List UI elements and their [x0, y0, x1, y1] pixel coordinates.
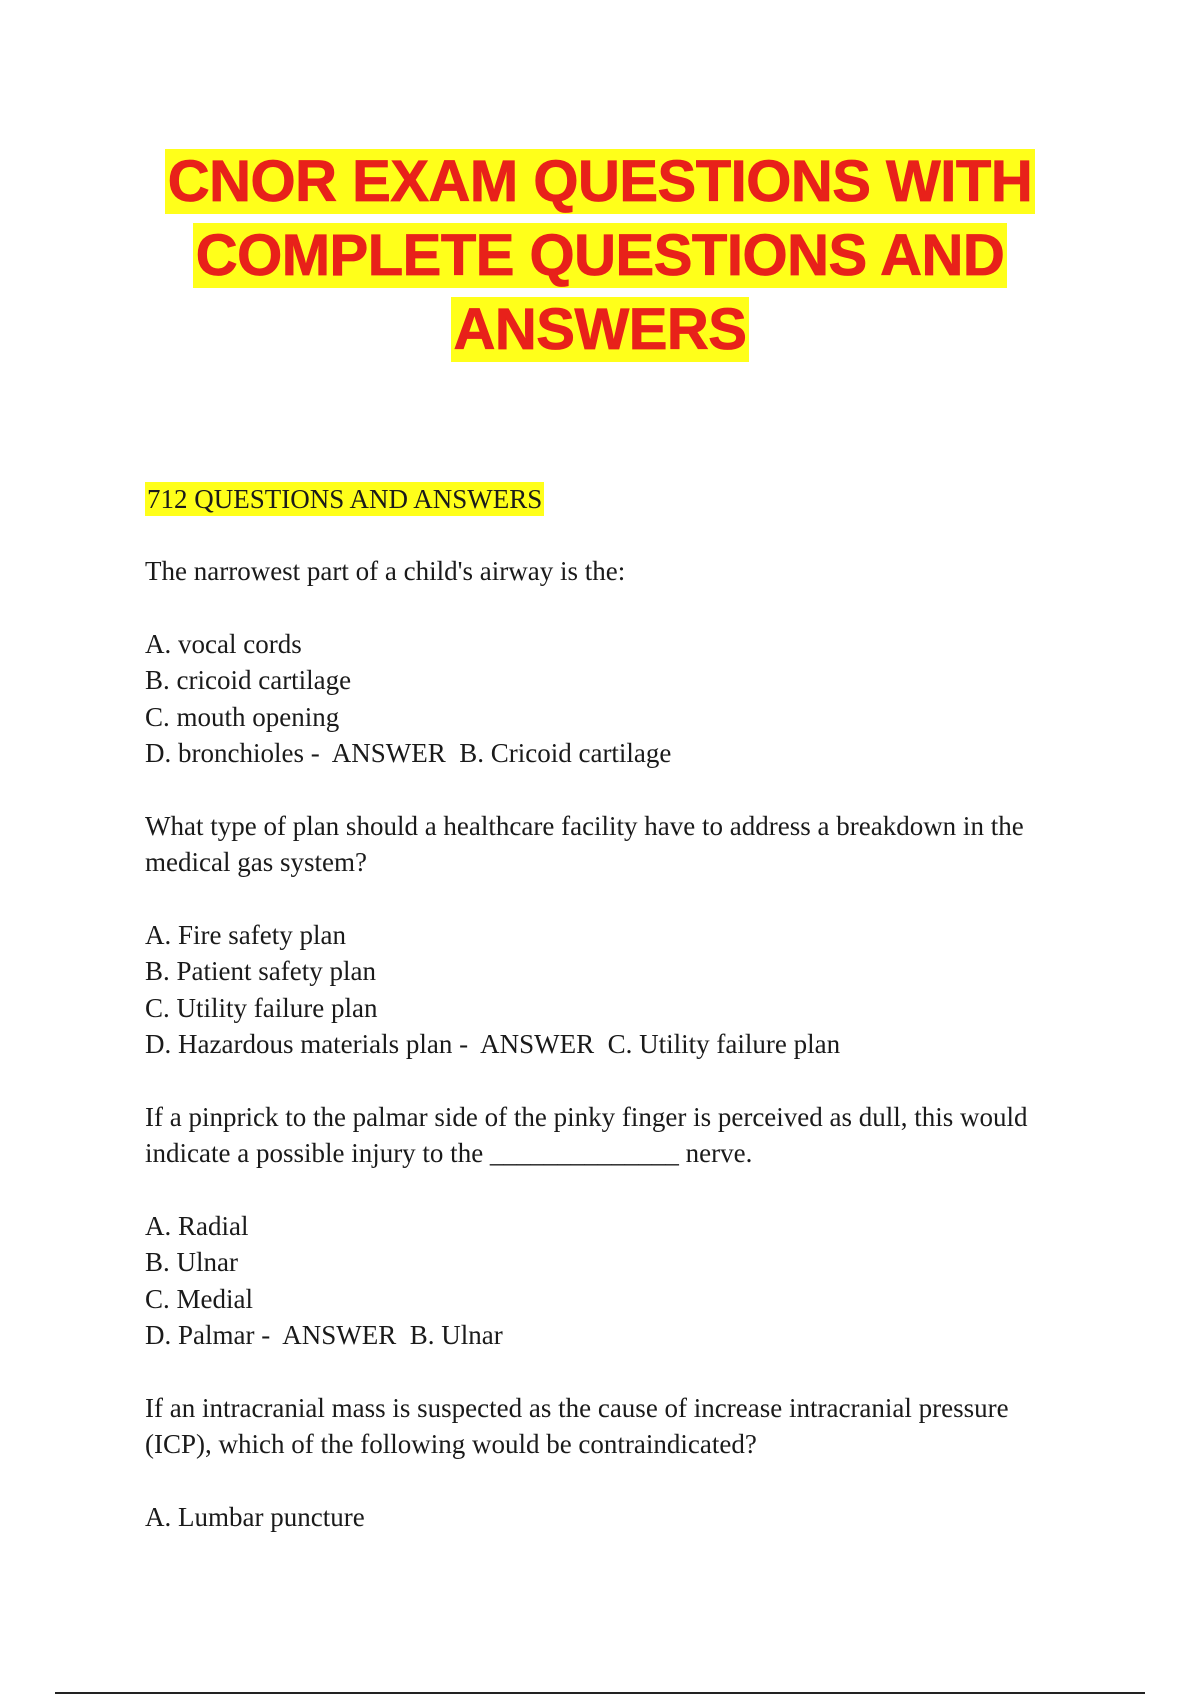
answer-key: ANSWER B. Ulnar [276, 1320, 503, 1350]
option-c: C. Medial [145, 1283, 253, 1314]
question-1 [145, 553, 1065, 772]
option-c: C. mouth opening [145, 701, 340, 732]
option-d: D. bronchioles - [145, 738, 327, 768]
option-b: B. Patient safety plan [145, 956, 376, 986]
title-line-2: COMPLETE QUESTIONS AND [0, 219, 1200, 293]
answer-options [145, 1208, 1065, 1354]
question-text: If a pinprick to the palmar side of the pinky finger is perceived as dull, this would indicate a possible injury to the ______________ nerve. [145, 1101, 1028, 1168]
answer-key: ANSWER C. Utility failure plan [474, 1029, 841, 1059]
question-text: What type of plan should a healthcare facility have to address a breakdown in the medical gas system? [145, 810, 1024, 877]
option-d: D. Palmar - [145, 1320, 277, 1350]
questions-list [145, 553, 1065, 1571]
question-2 [145, 808, 1065, 1063]
answer-options [145, 1499, 1065, 1536]
title-line-1: CNOR EXAM QUESTIONS WITH [0, 145, 1200, 219]
option-b: B. Ulnar [145, 1247, 238, 1277]
option-a: A. Radial [145, 1210, 249, 1241]
option-a: A. vocal cords [145, 628, 302, 659]
question-text: If an intracranial mass is suspected as the cause of increase intracranial pressure (ICP), which of the following would be contraindicated? [145, 1392, 1009, 1459]
document-title [0, 145, 1200, 367]
option-b: B. cricoid cartilage [145, 665, 352, 695]
option-d-with-answer [145, 1317, 1065, 1354]
option-d-with-answer [145, 1026, 1065, 1063]
option-c: C. Utility failure plan [145, 992, 378, 1023]
question-text: The narrowest part of a child's airway is the: [145, 556, 626, 586]
answer-options [145, 917, 1065, 1063]
title-line-3: ANSWERS [0, 293, 1200, 367]
option-d: D. Hazardous materials plan - [145, 1029, 475, 1059]
question-4 [145, 1390, 1065, 1536]
option-a: A. Fire safety plan [145, 919, 346, 950]
answer-options [145, 626, 1065, 772]
option-a: A. Lumbar puncture [145, 1501, 365, 1532]
option-d-with-answer [145, 735, 1065, 772]
answer-key: ANSWER B. Cricoid cartilage [326, 738, 672, 768]
document-subtitle: 712 QUESTIONS AND ANSWERS [147, 484, 543, 514]
question-3 [145, 1099, 1065, 1354]
page-bottom-rule [55, 1692, 1145, 1694]
